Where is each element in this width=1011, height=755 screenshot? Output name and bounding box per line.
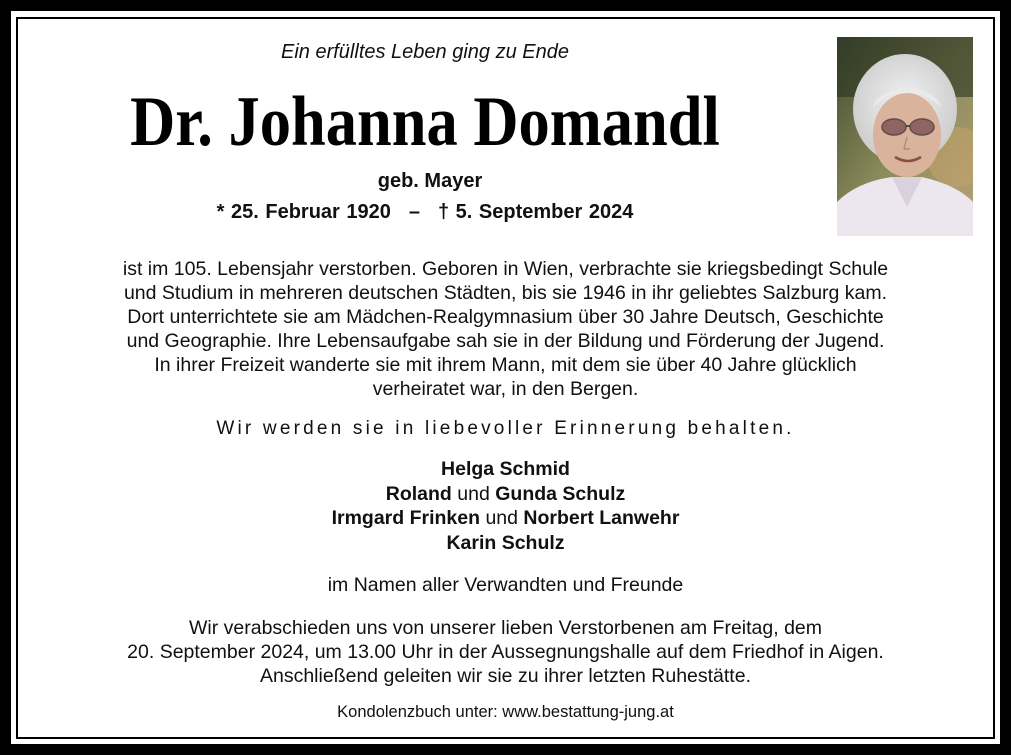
biography-line: Dort unterrichtete sie am Mädchen-Realgymnasium über 30 Jahre Deutsch, Geschichte xyxy=(127,306,884,328)
remembrance-line: Wir werden sie in liebevoller Erinnerung behalten. xyxy=(216,418,795,439)
deceased-name: Dr. Johanna Domandl xyxy=(130,83,720,161)
funeral-details xyxy=(40,616,971,688)
condolence-link[interactable]: Kondolenzbuch unter: www.bestattung-jung.at xyxy=(337,703,674,721)
mourner-line xyxy=(200,531,811,556)
family-line: im Namen aller Verwandten und Freunde xyxy=(327,574,684,596)
birth-date: * 25. Februar 1920 xyxy=(216,201,391,223)
life-dates xyxy=(130,201,720,224)
birth-name: geb. Mayer xyxy=(377,170,483,192)
date-separator: – xyxy=(408,201,420,223)
funeral-line: 20. September 2024, um 13.00 Uhr in der Aussegnungshalle auf dem Friedhof in Aigen. xyxy=(127,641,884,663)
conjunction: und xyxy=(485,507,518,529)
motto: Ein erfülltes Leben ging zu Ende xyxy=(281,41,569,63)
mourner-name: Helga Schmid xyxy=(441,458,570,480)
mourner-name: Karin Schulz xyxy=(446,531,565,554)
mourner-name: Gunda Schulz xyxy=(495,482,626,505)
funeral-line: Wir verabschieden uns von unserer lieben Verstorbenen am Freitag, dem xyxy=(189,617,822,639)
biography-line: und Geographie. Ihre Lebensaufgabe sah sie in der Bildung und Förderung der Jugend. xyxy=(126,330,885,352)
mourner-name: Roland xyxy=(385,482,452,505)
portrait-photo xyxy=(837,37,973,236)
portrait-illustration xyxy=(837,37,973,236)
mourner-line xyxy=(200,506,811,531)
mourner-line xyxy=(200,457,811,482)
biography-line: ist im 105. Lebensjahr verstorben. Geboren in Wien, verbrachte sie kriegsbedingt Schule xyxy=(122,258,889,280)
mourners-list xyxy=(200,457,811,555)
funeral-line: Anschließend geleiten wir sie zu ihrer letzten Ruhestätte. xyxy=(259,665,751,687)
biography-line: und Studium in mehreren deutschen Städten, bis sie 1946 in ihr geliebtes Salzburg kam. xyxy=(123,282,888,304)
death-date: † 5. September 2024 xyxy=(438,201,634,223)
mourner-name: Irmgard Frinken xyxy=(331,507,481,529)
conjunction: und xyxy=(457,482,490,505)
mourner-line xyxy=(200,482,811,507)
mourner-name: Norbert Lanwehr xyxy=(523,507,680,529)
biography xyxy=(50,257,961,401)
biography-line: verheiratet war, in den Bergen. xyxy=(372,378,639,400)
biography-line: In ihrer Freizeit wanderte sie mit ihrem Mann, mit dem sie über 40 Jahre glücklich xyxy=(154,354,857,376)
